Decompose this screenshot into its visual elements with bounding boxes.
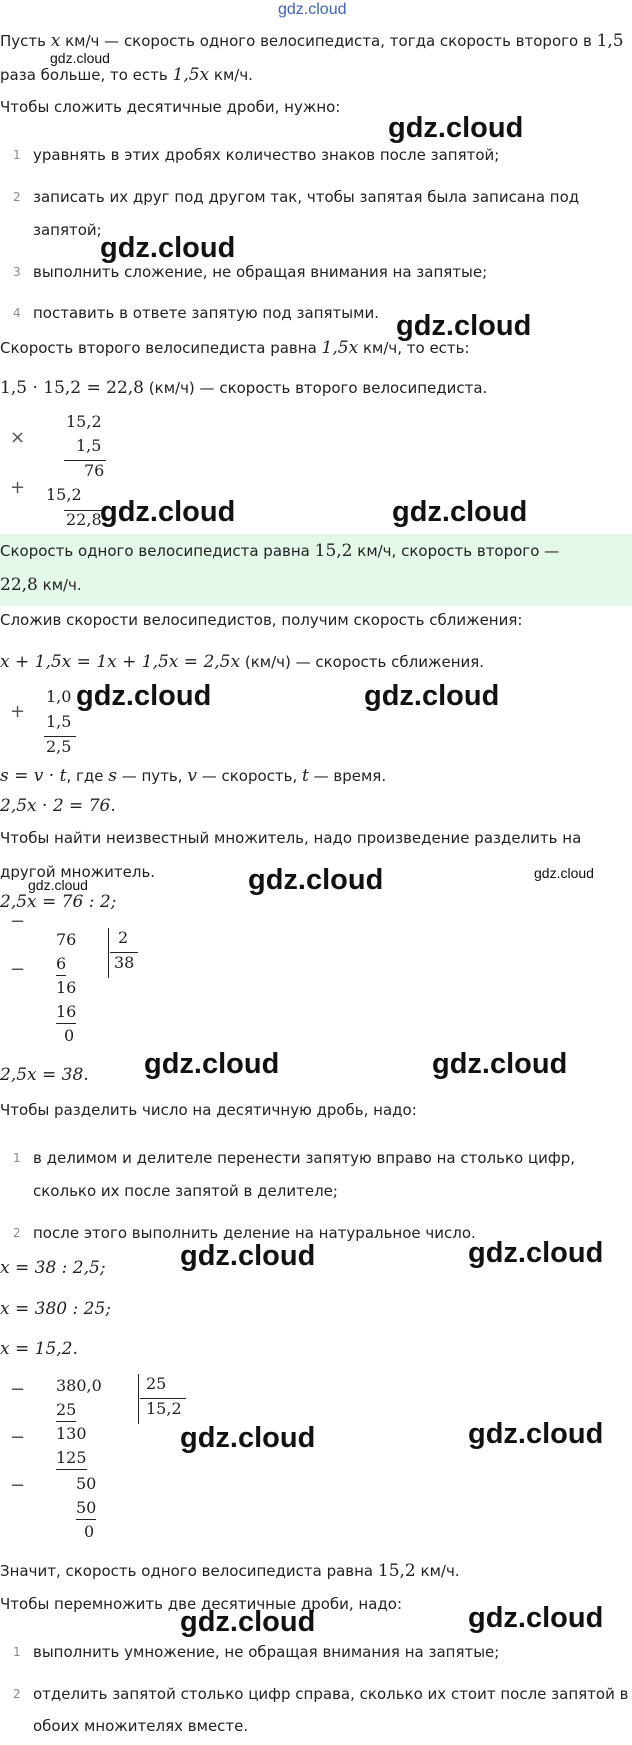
watermark: gdz.cloud [76,680,212,712]
conclusion-line [0,1560,460,1582]
speed2-line [0,337,470,359]
watermark: gdz.cloud [396,310,532,342]
list-number: 2 [13,190,21,204]
list-text: уравнять в этих дробях количество знаков после запятой; [33,146,500,164]
subtrahend: 125 [56,1448,87,1470]
list-text: запятой; [33,221,102,239]
text: км/ч. [415,1562,460,1580]
watermark-small: gdz.cloud [50,50,110,66]
approach-line [0,651,484,673]
list-number: 4 [13,306,21,320]
equation-4: x = 38 : 2,5; [0,1258,106,1278]
watermark: gdz.cloud [144,1048,280,1080]
list-number: 3 [13,265,21,279]
equation-3: 2,5x = 38. [0,1065,89,1085]
divisor: 2 [118,928,129,947]
watermark: gdz.cloud [468,1237,604,1269]
expr: 1,5x [321,338,359,358]
text: км/ч — скорость одного велосипедиста, тогда скорость второго в [60,32,597,50]
dividend: 76 [56,930,77,949]
division-bar [138,1374,139,1424]
watermark-small: gdz.cloud [534,865,594,881]
remainder-zero: 0 [84,1522,95,1541]
minus-sign: − [10,959,26,980]
remainder: 50 [76,1474,97,1493]
watermark: gdz.cloud [180,1606,316,1638]
coefficient: 1,5 [596,31,624,51]
var-x: x [50,31,61,51]
text: , где [66,767,109,785]
text: — время. [308,767,387,785]
equation: x + 1,5x = 1x + 1,5x = 2,5x [0,652,241,672]
addend-2: 1,5 [46,712,72,731]
watermark: gdz.cloud [432,1048,568,1080]
text: Скорость одного велосипедиста равна [0,542,315,560]
multiply-sign: × [10,427,26,448]
list-text: в делимом и делителе перенести запятую вправо на столько цифр, [33,1149,576,1167]
factor-rule-line-1: Чтобы найти неизвестный множитель, надо произведение разделить на [0,829,582,847]
watermark: gdz.cloud [100,232,236,264]
speed-1: 15,2 [314,541,353,561]
text: км/ч, то есть: [358,339,470,357]
text: Скорость второго велосипедиста равна [0,339,322,357]
approach-intro: Сложив скорости велосипедистов, получим скорость сближения: [0,611,523,629]
list-text: записать их друг под другом так, чтобы запятая была записана под [33,188,580,206]
subtrahend: 50 [76,1498,96,1520]
list-number: 2 [13,1226,21,1240]
expr: 1,5x [172,65,210,85]
watermark-top: gdz.cloud [278,1,347,18]
minus-sign: − [10,1379,26,1400]
factor-1: 15,2 [66,412,102,431]
intro-line-2 [0,64,253,86]
list-text: обоих множителях вместе. [33,1717,249,1735]
minus-sign: − [10,1475,26,1496]
formula: s = v · t [0,766,67,786]
speed-1: 15,2 [377,1561,416,1581]
partial-1: 76 [84,461,105,480]
factor-2: 1,5 [76,436,102,455]
equation-5: x = 380 : 25; [0,1299,111,1319]
minus-sign: − [10,911,26,932]
list-number: 2 [13,1687,21,1701]
division-bar [108,928,109,978]
watermark: gdz.cloud [248,864,384,896]
remainder: 130 [56,1424,87,1443]
var-v: v [187,766,197,786]
factor-rule-line-2: другой множитель. [0,863,156,881]
plus-sign: + [10,477,26,498]
list-text: выполнить сложение, не обращая внимания на запятые; [33,263,488,281]
text: — скорость, [196,767,303,785]
watermark: gdz.cloud [180,1240,316,1272]
watermark: gdz.cloud [100,496,236,528]
speed2-calc-line [0,377,487,399]
text: км/ч. [37,576,82,594]
watermark: gdz.cloud [468,1418,604,1450]
highlight-line-2 [0,574,82,596]
watermark: gdz.cloud [468,1602,604,1634]
watermark: gdz.cloud [364,680,500,712]
sum: 2,5 [46,737,72,756]
equation-2: 2,5x = 76 : 2; [0,892,117,912]
partial-2: 15,2 [46,485,82,504]
watermark: gdz.cloud [392,496,528,528]
list-number: 1 [13,1645,21,1659]
minus-sign: − [10,1427,26,1448]
subtrahend: 6 [56,954,66,976]
quotient: 15,2 [146,1399,182,1418]
dividend: 380,0 [56,1376,102,1395]
addend-1: 1,0 [46,687,72,706]
product: 22,8 [66,510,102,529]
text: км/ч, скорость второго — [352,542,560,560]
watermark: gdz.cloud [180,1422,316,1454]
quotient: 38 [114,953,135,972]
formula-line [0,765,386,787]
highlight-line-1 [0,540,559,562]
equation: 1,5 · 15,2 = 22,8 [0,378,145,398]
text: км/ч. [209,66,253,84]
var-s: s [108,766,117,786]
list-text: поставить в ответе запятую под запятыми. [33,304,379,322]
equation-6: x = 15,2. [0,1339,78,1359]
list-text: отделить запятой столько цифр справа, сколько их стоит после запятой в [33,1685,629,1703]
subtrahend: 16 [56,1002,76,1024]
remainder-zero: 0 [64,1026,75,1045]
text: (км/ч) — скорость сближения. [240,653,485,671]
watermark-small: gdz.cloud [28,877,88,893]
list-text: выполнить умножение, не обращая внимания на запятые; [33,1643,500,1661]
text: Значит, скорость одного велосипедиста равна [0,1562,378,1580]
mult-rules-intro: Чтобы перемножить две десятичные дроби, надо: [0,1595,403,1613]
speed-2: 22,8 [0,575,38,595]
subtrahend: 25 [56,1400,76,1422]
text: раза больше, то есть [0,66,173,84]
divisor: 25 [146,1374,167,1393]
plus-sign: + [10,701,26,722]
text: — путь, [116,767,188,785]
div-rules-intro: Чтобы разделить число на десятичную дробь, надо: [0,1101,417,1119]
watermark: gdz.cloud [388,112,524,144]
var-t: t [302,766,309,786]
remainder: 16 [56,978,77,997]
list-text: сколько их после запятой в делителе; [33,1182,338,1200]
add-rules-intro: Чтобы сложить десятичные дроби, нужно: [0,98,341,116]
text: (км/ч) — скорость второго велосипедиста. [144,379,488,397]
text: Пусть [0,32,51,50]
list-number: 1 [13,1151,21,1165]
list-text: после этого выполнить деление на натуральное число. [33,1224,476,1242]
equation-1: 2,5x · 2 = 76. [0,796,116,816]
list-number: 1 [13,148,21,162]
